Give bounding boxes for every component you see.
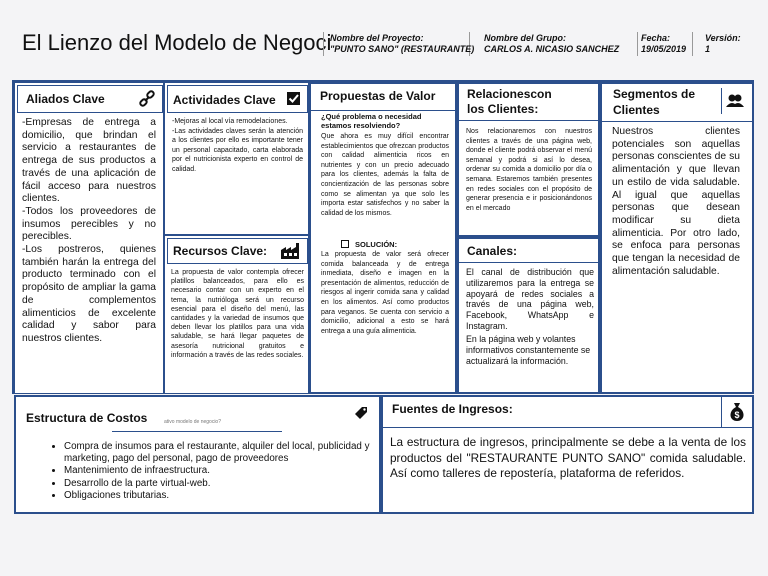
cost-item: • Obligaciones tributarias. xyxy=(64,490,394,502)
version-value: 1 xyxy=(705,44,711,54)
key-activities-block xyxy=(164,82,309,235)
date-info xyxy=(641,33,693,55)
customer-segments-block xyxy=(600,82,754,394)
project-info xyxy=(330,33,475,55)
version-info xyxy=(705,33,755,55)
key-activities-title: Actividades Clave xyxy=(173,93,276,107)
users-icon xyxy=(721,88,748,114)
version-label: Versión: xyxy=(705,33,741,43)
page-title: El Lienzo del Modelo de Negoci xyxy=(22,30,332,55)
group-label: Nombre del Grupo: xyxy=(484,33,567,43)
key-resources-text: La propuesta de valor contempla ofrecer platillos balanceados, para ello es necesario contar con un experto en el tema, la nutrióloga será un recurso esencial para el diseño del menú, las cantidades y la variedad de insumos que deben llevar los platillos para una vida saludable, se hará llegar paquetes de asesoría nutricional gratuitos e información a través de las redes sociales. xyxy=(171,269,304,359)
value-solution-heading xyxy=(341,240,397,249)
customer-relationships-header xyxy=(459,84,598,121)
key-partners-text: -Empresas de entrega a domicilio, que brindan el servicio a restaurantes de entrega de sus productos a través de una aplicación de fácil acceso para nuestros clientes. -Todos los proveedores de insumos perecibles y no perecibles. -Los postreros, quienes también harán la entrega del producto terminado con el propósito de ampliar la gama de complementos alimenticios de excelente calidad y sabor para nuestros clientes. xyxy=(22,117,156,344)
value-proposition-block xyxy=(309,82,457,394)
customer-segments-title: Segmentos de Clientes xyxy=(613,87,696,117)
cost-structure-list xyxy=(42,441,394,502)
key-partners-header xyxy=(17,85,163,113)
value-solution-text: La propuesta de valor será ofrecer comida balanceada y de entrega inmediata, diseño e imagen en la presentación de alimentos, reducción de riesgos al ingerir comida sana y calidad en los alimentos. Así como productos para veganos. Se cuenta con servicio a domicilio, adicional a esto se hará entrega a una guía alimenticia. xyxy=(321,251,449,335)
tag-icon xyxy=(353,405,369,426)
project-value: "PUNTO SANO" (RESTAURANTE) xyxy=(330,44,475,54)
cost-structure-title: Estructura de Costos xyxy=(26,411,148,425)
value-question: ¿Qué problema o necesidad estamos resolviendo? xyxy=(321,112,422,130)
cost-structure-divider xyxy=(112,431,282,432)
cost-item: • Mantenimiento de infraestructura. xyxy=(64,465,394,477)
key-resources-header xyxy=(167,238,308,264)
channels-text-1: El canal de distribución que utilizaremos para la entrega se apoyará de redes sociales a través de una página web, Facebook, WhatsApp e Instagram. xyxy=(466,267,594,331)
channels-text-2: En la página web y volantes informativos constantemente se actualizará la información. xyxy=(466,334,591,366)
square-bullet-icon xyxy=(341,240,349,248)
project-label: Nombre del Proyecto: xyxy=(330,33,424,43)
key-activities-text: -Mejoras al local vía remodelaciones. -Las actividades claves serán la atención a los clientes por ello es importante tener un personal capacitado, carta elaborada por el nutricionista experto en control de calidad. xyxy=(172,118,303,173)
channels-title: Canales: xyxy=(467,244,518,258)
revenue-streams-block xyxy=(381,395,754,514)
key-activities-header xyxy=(167,85,308,113)
value-proposition-title: Propuestas de Valor xyxy=(320,89,436,103)
cost-structure-header xyxy=(18,399,377,429)
key-resources-block xyxy=(164,235,309,394)
customer-relationships-text: Nos relacionaremos con nuestros clientes a través de una página web, donde el cliente podrá observar el menú semanal y podrá si así lo desea, ordenar su comida a domicilio por día o semana. Estaremos también presentes en redes sociales con el propósito de generar presencia e ir posicionándonos en el mercado xyxy=(466,128,592,212)
value-solution-label: SOLUCIÓN: xyxy=(355,240,398,249)
channels-block xyxy=(457,237,600,394)
customer-segments-text: Nuestros clientes potenciales son aquellas personas conscientes de su alimentación y que llevan un estilo de vida saludable. Al igual que aquellas personas que desean modificar su dieta alimenticia. Por otro lado, se enfoca para personas que tengan la necesidad de alimentación saludable. xyxy=(612,126,740,277)
customer-segments-header xyxy=(602,84,752,122)
group-value: CARLOS A. NICASIO SANCHEZ xyxy=(484,44,620,54)
revenue-streams-title: Fuentes de Ingresos: xyxy=(392,402,513,416)
cost-item: • Desarrollo de la parte virtual-web. xyxy=(64,478,394,490)
key-partners-title: Aliados Clave xyxy=(26,92,105,106)
link-icon xyxy=(138,90,156,113)
revenue-streams-header xyxy=(383,397,752,428)
customer-relationships-block xyxy=(457,82,600,237)
revenue-streams-text: La estructura de ingresos, principalmente se debe a la venta de los productos del "RESTAURANTE PUNTO SANO" comida saludable. Así como talleres de repostería, plataforma de referidos. xyxy=(390,435,746,480)
date-value: 19/05/2019 xyxy=(641,44,687,54)
factory-icon xyxy=(280,242,304,265)
value-proposition-header xyxy=(311,84,455,111)
cost-structure-hint: ativo modelo de negocio? xyxy=(164,419,221,425)
date-label: Fecha: xyxy=(641,33,671,43)
group-info xyxy=(484,33,634,55)
key-resources-title: Recursos Clave: xyxy=(173,244,268,258)
money-bag-icon xyxy=(721,397,752,427)
cost-structure-block xyxy=(14,395,381,514)
value-problem-text: Que ahora es muy difícil encontrar establecimientos que ofrezcan productos con calidad alimenticia ricos en nutrientes y con un precio adecuado para los clientes, además la falta de concientización de las personas sobre como se alimentan ya que solo les importa estar satisfechos y no saber la calidad de los mismos. xyxy=(321,133,449,217)
customer-relationships-title: Relacionescon los Clientes: xyxy=(467,87,552,116)
key-partners-block xyxy=(14,82,164,394)
svg-text:$: $ xyxy=(734,410,740,420)
channels-header xyxy=(459,239,598,263)
checkbox-icon xyxy=(286,91,301,111)
cost-item: • Compra de insumos para el restaurante, alquiler del local, publicidad y marketing, pago del personal, pago de proveedores xyxy=(64,441,394,465)
